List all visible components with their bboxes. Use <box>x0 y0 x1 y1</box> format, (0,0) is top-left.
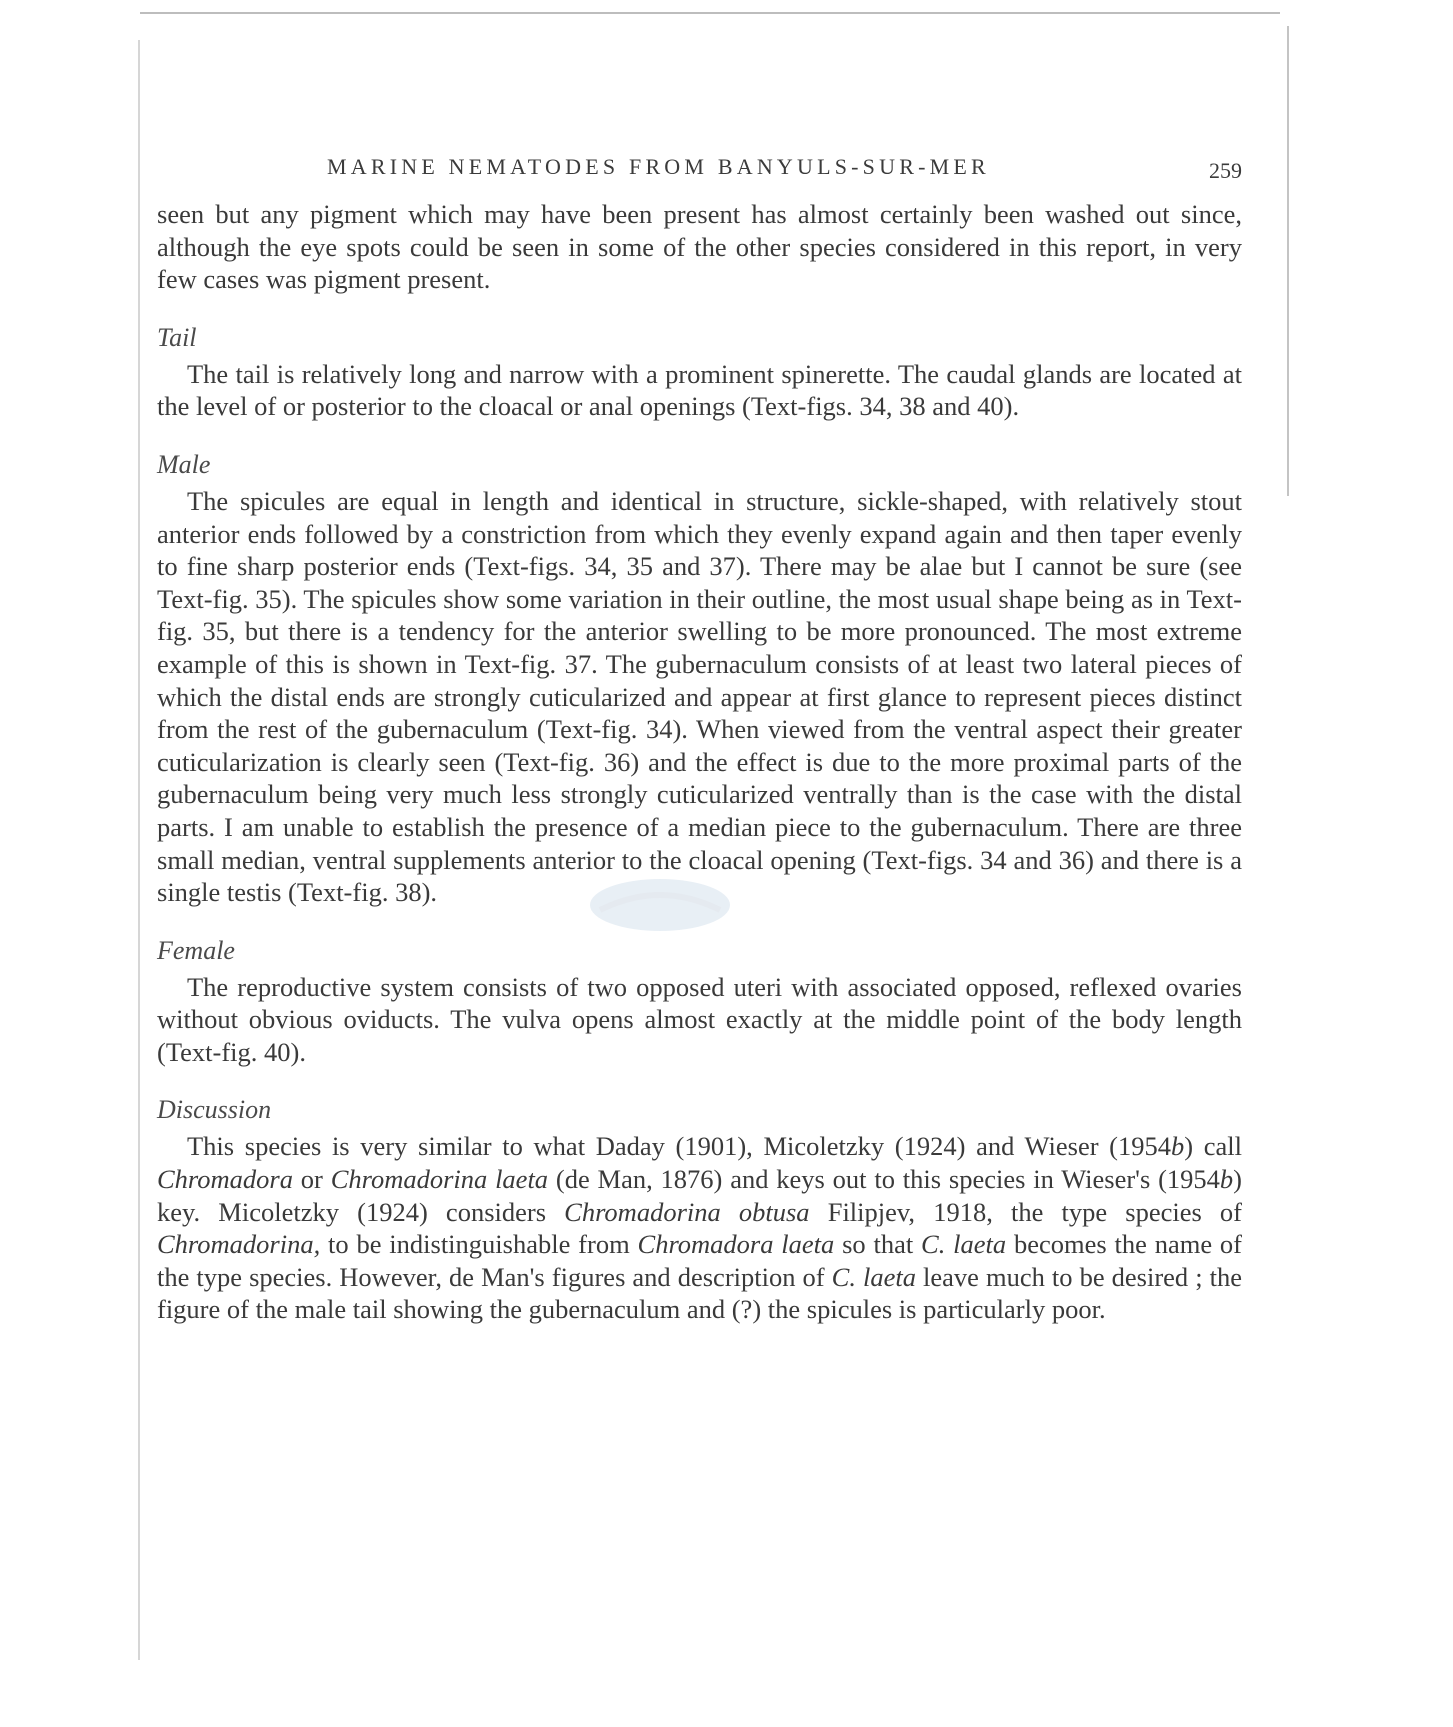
discussion-suffix: b <box>1171 1131 1185 1162</box>
discussion-text: leave much to be desired ; the figure of the male tail showing the gubernaculum and (?) the spicules is particularly poor. <box>157 1261 1242 1325</box>
section-heading-tail: Tail <box>157 322 197 352</box>
female-paragraph: The reproductive system consists of two opposed uteri with associated opposed, reflexed ovaries without obvious oviducts. The vulva opens almost exactly at the middle point of the body length (Text-fig. 40). <box>157 971 1242 1067</box>
section-heading-discussion: Discussion <box>157 1095 272 1125</box>
discussion-suffix: b <box>1219 1164 1234 1195</box>
page <box>157 150 1242 1326</box>
section-heading-female: Female <box>157 935 235 965</box>
scan-edge-top <box>140 12 1280 14</box>
discussion-text: ) key. Micoletzky (1924) considers <box>157 1164 1242 1227</box>
taxon-name: C. laeta <box>921 1229 1007 1260</box>
taxon-name: C. laeta <box>831 1261 916 1292</box>
discussion-text: This species is very similar to what Daday (1901), Micoletzky (1924) and Wieser (1954 <box>187 1131 1172 1162</box>
taxon-name: Chromadora laeta <box>637 1229 835 1260</box>
tail-paragraph: The tail is relatively long and narrow with a prominent spinerette. The caudal glands are located at the level of or posterior to the cloacal or anal openings (Text-figs. 34, 38 and 40). <box>157 358 1242 422</box>
discussion-text: ) call <box>1184 1131 1242 1162</box>
discussion-paragraph <box>157 1130 1242 1326</box>
discussion-text: Filipjev, 1918, the type species of <box>809 1196 1243 1227</box>
taxon-name: Chromadorina obtusa <box>564 1196 810 1227</box>
running-head <box>157 150 1242 190</box>
scan-edge-left <box>138 40 140 1660</box>
taxon-name: Chromadora <box>157 1164 293 1195</box>
section-heading-male: Male <box>157 449 211 479</box>
discussion-text: or <box>292 1164 331 1195</box>
running-title: MARINE NEMATODES FROM BANYULS-SUR-MER <box>327 154 990 179</box>
discussion-text: so that <box>834 1229 922 1260</box>
intro-paragraph: seen but any pigment which may have been present has almost certainly been washed out since, although the eye spots could be seen in some of the other species considered in this report, in very few cases was pigment present. <box>157 199 1242 295</box>
discussion-text: (de Man, 1876) and keys out to this species in Wieser's (1954 <box>548 1164 1220 1195</box>
taxon-name: Chromadorina, <box>157 1229 321 1260</box>
male-paragraph: The spicules are equal in length and identical in structure, sickle-shaped, with relatively stout anterior ends followed by a constriction from which they evenly expand again and then taper evenly to fine sharp posterior ends (Text-figs. 34, 35 and 37). There may be alae but I cannot be sure (see Text-fig. 35). The spicules show some variation in their outline, the most usual shape being as in Text-fig. 35, but there is a tendency for the anterior swelling to be more pronounced. The most extreme example of this is shown in Text-fig. 37. The gubernaculum consists of at least two lateral pieces of which the distal ends are strongly cuticularized and appear at first glance to represent pieces distinct from the rest of the gubernaculum (Text-fig. 34). When viewed from the ventral aspect their greater cuticularization is clearly seen (Text-fig. 36) and the effect is due to the more proximal parts of the gubernaculum being very much less strongly cuticularized ventrally than is the case with the distal parts. I am unable to establish the presence of a median piece to the gubernaculum. There are three small median, ventral supplements anterior to the cloacal opening (Text-figs. 34 and 36) and there is a single testis (Text-fig. 38). <box>157 485 1242 908</box>
discussion-text: becomes the name of the type species. However, de Man's figures and description of <box>157 1229 1242 1292</box>
taxon-name: Chromadorina laeta <box>330 1164 549 1195</box>
discussion-text: to be indistinguishable from <box>320 1229 638 1260</box>
page-number: 259 <box>1209 158 1242 183</box>
scan-edge-right <box>1287 26 1289 496</box>
